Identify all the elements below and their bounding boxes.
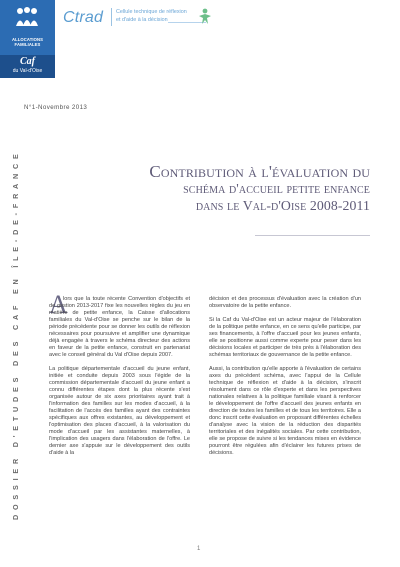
right-column bbox=[209, 296, 361, 464]
title-line-3: dans le Val-d'Oise 2008-2011 bbox=[195, 198, 370, 213]
ctrad-subtitle-line2: et d'aide à la décision bbox=[116, 17, 168, 23]
ctrad-subtitle-line1: Cellule technique de réflexion bbox=[116, 9, 187, 15]
logo-caf: Caf bbox=[20, 56, 35, 67]
paragraph: Si la Caf du Val-d'Oise est un acteur majeur de l'élaboration de la politique petite enfance, en ce sens qu'elle participe, par ses financements, à l'offre d'accueil pour les jeunes enfants, elle se positionne aussi comme experte pour peser dans les décisions locales et participer de très près à l'élaboration des schémas territoriaux de gouvernance de la petite enfance. bbox=[209, 317, 361, 358]
page-number: 1 bbox=[197, 546, 201, 552]
title-line-1: Contribution à l'évaluation du bbox=[149, 162, 370, 181]
logo-allocations: ALLOCATIONS FAMILIALES bbox=[11, 37, 44, 47]
header-separator bbox=[111, 8, 112, 26]
side-series-label: DOSSIER D'ETUDES DES CAF EN ÎLE-DE-FRANCE bbox=[11, 149, 20, 520]
page-title bbox=[60, 163, 370, 214]
ctrad-person-icon bbox=[196, 7, 214, 25]
paragraph: lors que la toute récente Convention d'objectifs et de gestion 2013-2017 fixe les nouvelles règles du jeu en matière de petite enfance, la Caisse d'allocations familiales du Val-d'Oise se penche sur le bilan de la période précédente pour se donner les outils de réflexion nécessaires pour poursuivre et amplifier une dynamique déjà engagée à travers le schéma directeur des actions en faveur de la petite enfance, construit en partenariat avec le conseil général du Val d'Oise depuis 2007. bbox=[49, 296, 190, 358]
left-column bbox=[49, 296, 190, 464]
ctrad-brand: Ctrad bbox=[63, 9, 104, 26]
paragraph: La politique départementale d'accueil du jeune enfant, initiée et conduite depuis 2003 sous l'égide de la commission départementale d'accueil du jeune enfant a connu différentes étapes dont la plus récente s'est organisée autour de six axes prioritaires ayant trait à l'information des familles sur les modes d'accueil, à la facilitation de l'accès des familles ayant des contraintes spécifiques aux offres existantes, au développement et l'optimisation des places d'accueil, à la valorisation du mode d'accueil par les assistantes maternelles, à l'implication des usagers dans l'élaboration de l'offre. Le dernier axe s'appuie sur le développement des outils d'aide à la bbox=[49, 366, 190, 456]
title-rule bbox=[255, 235, 370, 236]
paragraph: décision et des processus d'évaluation avec la création d'un observatoire de la petite enfance. bbox=[209, 296, 361, 309]
paragraph: Aussi, la contribution qu'elle apporte à l'évaluation de certains axes du précédent schéma, avec l'appui de la Cellule technique de réflexion et d'aide à la décision, s'inscrit résolument dans ce rôle d'experte et dans les perspectives nationales relatives à la politique familiale visant à renforcer le développement de l'offre d'accueil des jeunes enfants en direction de toutes les familles et de tous les territoires. Elle a donc inscrit cette évaluation en proposant différentes échelles d'analyse avec la vision de la réduction des disparités territoriales et des inégalités sociales. Par cette contribution, elle se propose de suivre si les tendances mises en évidence pourront être régulées afin d'éclairer les futures prises de décisions. bbox=[209, 366, 361, 456]
title-line-2: schéma d'accueil petite enfance bbox=[183, 181, 370, 196]
family-icon bbox=[14, 6, 40, 28]
issue-label: N°1-Novembre 2013 bbox=[24, 104, 88, 111]
logo-region: du Val-d'Oise bbox=[12, 68, 43, 74]
drop-cap: A bbox=[49, 290, 68, 319]
